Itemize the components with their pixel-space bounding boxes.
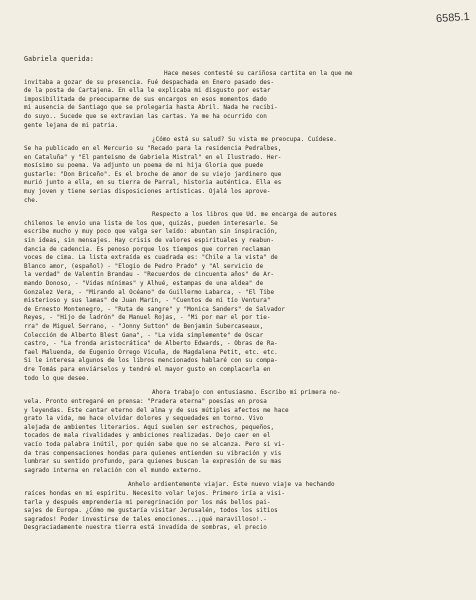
- text-line: sajes de Europa. ¿Cómo me gustaría visitar Jerusalén, todos los sitios: [24, 507, 278, 515]
- text-line: Ahora trabajo con entusiasmo. Escribo mi primera no-: [152, 389, 341, 397]
- text-line: lumbrar su sentido profundo, para quienes buscan la expresión de su mas: [24, 458, 282, 466]
- text-line: Se ha publicado en el Mercurio su "Recado para la residencia Pedralbes,: [24, 144, 282, 152]
- text-line: dre Tomás para enviárselos y tendré el mayor gusto en complacerla en: [24, 365, 271, 373]
- paragraph: [24, 389, 464, 475]
- text-line: mando Donoso, - "Vidas mínimas" y Alhué, estampas de una aldea" de: [24, 280, 264, 288]
- text-line: vacío toda palabra inútil, por quién sabe que no se alcanza. Pero si vi-: [24, 440, 285, 448]
- text-line: rra" de Miguel Serrano, - "Jonny Sutton" de Benjamin Subercaseaux,: [24, 323, 264, 330]
- text-line: da tras compensaciones hondas para quienes entienden su vibración y vis: [24, 449, 282, 457]
- text-line: en Cataluña" y "El panteismo de Gabriela Mistral" en el Ilustrado. Her-: [24, 153, 282, 161]
- text-line: raíces hondas en mi espíritu. Necesito volar lejos. Primero iría a visi-: [24, 490, 285, 498]
- text-line: y leyendas. Este cantar eterno del alma y de sus mútiples afectos me hace: [24, 406, 289, 414]
- text-line: misterioso y sus lamas" de Juan Marín, - "Cuentos de mi tío Ventura": [24, 297, 271, 305]
- text-line: alejada de ambientes literarios. Aquí suelen ser estrechos, pequeños,: [24, 423, 275, 431]
- text-line: dancia de cadencia. Es penoso porque los tiempos que corren reclaman: [24, 245, 271, 253]
- text-line: mi ausencia de Santiago que se prolegaría hasta Abril. Nada he recibi-: [24, 104, 278, 112]
- text-line: sin ideas, sin mensajes. Hay crisis de valores espirituales y reabun-: [24, 237, 275, 245]
- text-line: Colección de Alberto Blest Gana", - "La vida simplemente" de Oscar: [24, 331, 264, 339]
- text-line: Anhelo ardientemente viajar. Este nuevo viaje va hechando: [128, 481, 335, 489]
- text-line: gente lejana de mi patria.: [24, 121, 119, 129]
- paragraph: [24, 136, 464, 205]
- text-line: de Ernesto Montenegro, - "Ruta de sangre" y "Monica Sanders" de Salvador: [24, 305, 285, 313]
- text-line: la verdad" de Valentín Brandau - "Recuerdos de cincuenta años" de Ar-: [24, 271, 275, 279]
- text-line: Blanco amor, (español) - "Elogio de Pedro Prado" y "Al servicio de: [24, 262, 264, 270]
- text-line: Gonzalez Vera, - "Mirando al Océano" de Guillermo Labarca, - "El Tibe: [24, 288, 275, 296]
- text-line: mosísimo su poema. Va adjunto un poema de mi hija Gloria que puede: [24, 162, 264, 170]
- text-line: tocados de mala rivalidades y ambiciones realizadas. Dejo caer en el: [24, 432, 271, 440]
- text-line: vela. Pronto entregaré en prensa: "Pradera eterna" poesías en prosa: [24, 397, 267, 405]
- reference-number: 6585.1: [435, 10, 471, 26]
- text-line: voces de cima. La lista extraída es cuadrada es: "Chile a la vista" de: [24, 254, 278, 262]
- text-line: castro, - "La fronda aristocrática" de Alberto Edwards, - Obras de Ra-: [24, 340, 278, 348]
- text-line: sagrados! Poder investirse de tales emociones...¡qué maravilloso!.-: [24, 515, 267, 523]
- text-line: muy joven y tiene serias disposiciones artísticas. Ojalá los aprove-: [24, 187, 271, 195]
- text-line: Reyes, - "Hijo de ladrón" de Manuel Rojas, - "Mi por mar el por tie-: [24, 314, 271, 322]
- text-line: tarla y después emprendería mi peregrinación por los más bellos pai-: [24, 498, 271, 506]
- paragraph: [24, 211, 464, 383]
- text-line: murió junto a ella, en su tierra de Parral, historia auténtica. Ella es: [24, 179, 282, 187]
- text-line: todo lo que desee.: [24, 374, 90, 382]
- text-line: chilenos le envío una lista de los que, quizás, pueden interesarle. Se: [24, 219, 278, 227]
- text-line: gustarle: "Don Briceño". Es el broche de amor de su viejo jardinero que: [24, 170, 282, 178]
- text-line: che.: [24, 196, 39, 204]
- paragraph: [24, 70, 464, 130]
- text-line: imposibilitada de preocuparme de sus encargos en esos momentos dado: [24, 95, 267, 103]
- salutation: Gabriela querida:: [24, 55, 95, 63]
- text-line: sagrado interna en relación con el mundo externo.: [24, 466, 202, 474]
- text-line: do suyo.. Sucede que se extravian las cartas. Ya me ha ocurrido con: [24, 112, 267, 120]
- text-line: de la posta de Cartajena. En ella le explicaba mi disgusto por estar: [24, 87, 271, 95]
- letter-body: [24, 70, 464, 539]
- text-line: invitaba a gozar de su presencia. Fué despachada en Enero pasado des-: [24, 78, 275, 86]
- text-line: fael Maluenda, de Eugenio Orrego Vicuña, de Magdalena Petit, etc. etc.: [24, 348, 278, 356]
- text-line: escribe mucho y muy poco que valga ser leído: abuntan sin inspiración,: [24, 228, 278, 236]
- text-line: Respecto a los libros que Ud. me encarga de autores: [152, 211, 337, 219]
- text-line: Hace meses contesté su cariñosa cartita en la que me: [164, 70, 353, 77]
- paragraph: [24, 481, 464, 533]
- text-line: Desgraciadamente nuestra tierra está invadida de sombras, el precio: [24, 524, 267, 532]
- text-line: Si le interesa algunos de los libros mencionados hablaré con su compa-: [24, 357, 278, 365]
- text-line: grato la vida, me hace olvidar dolores y sequedades en torno. Vivo: [24, 415, 264, 423]
- text-line: ¿Cómo está su salud? Su vista me preocupa. Cuídese.: [152, 136, 337, 144]
